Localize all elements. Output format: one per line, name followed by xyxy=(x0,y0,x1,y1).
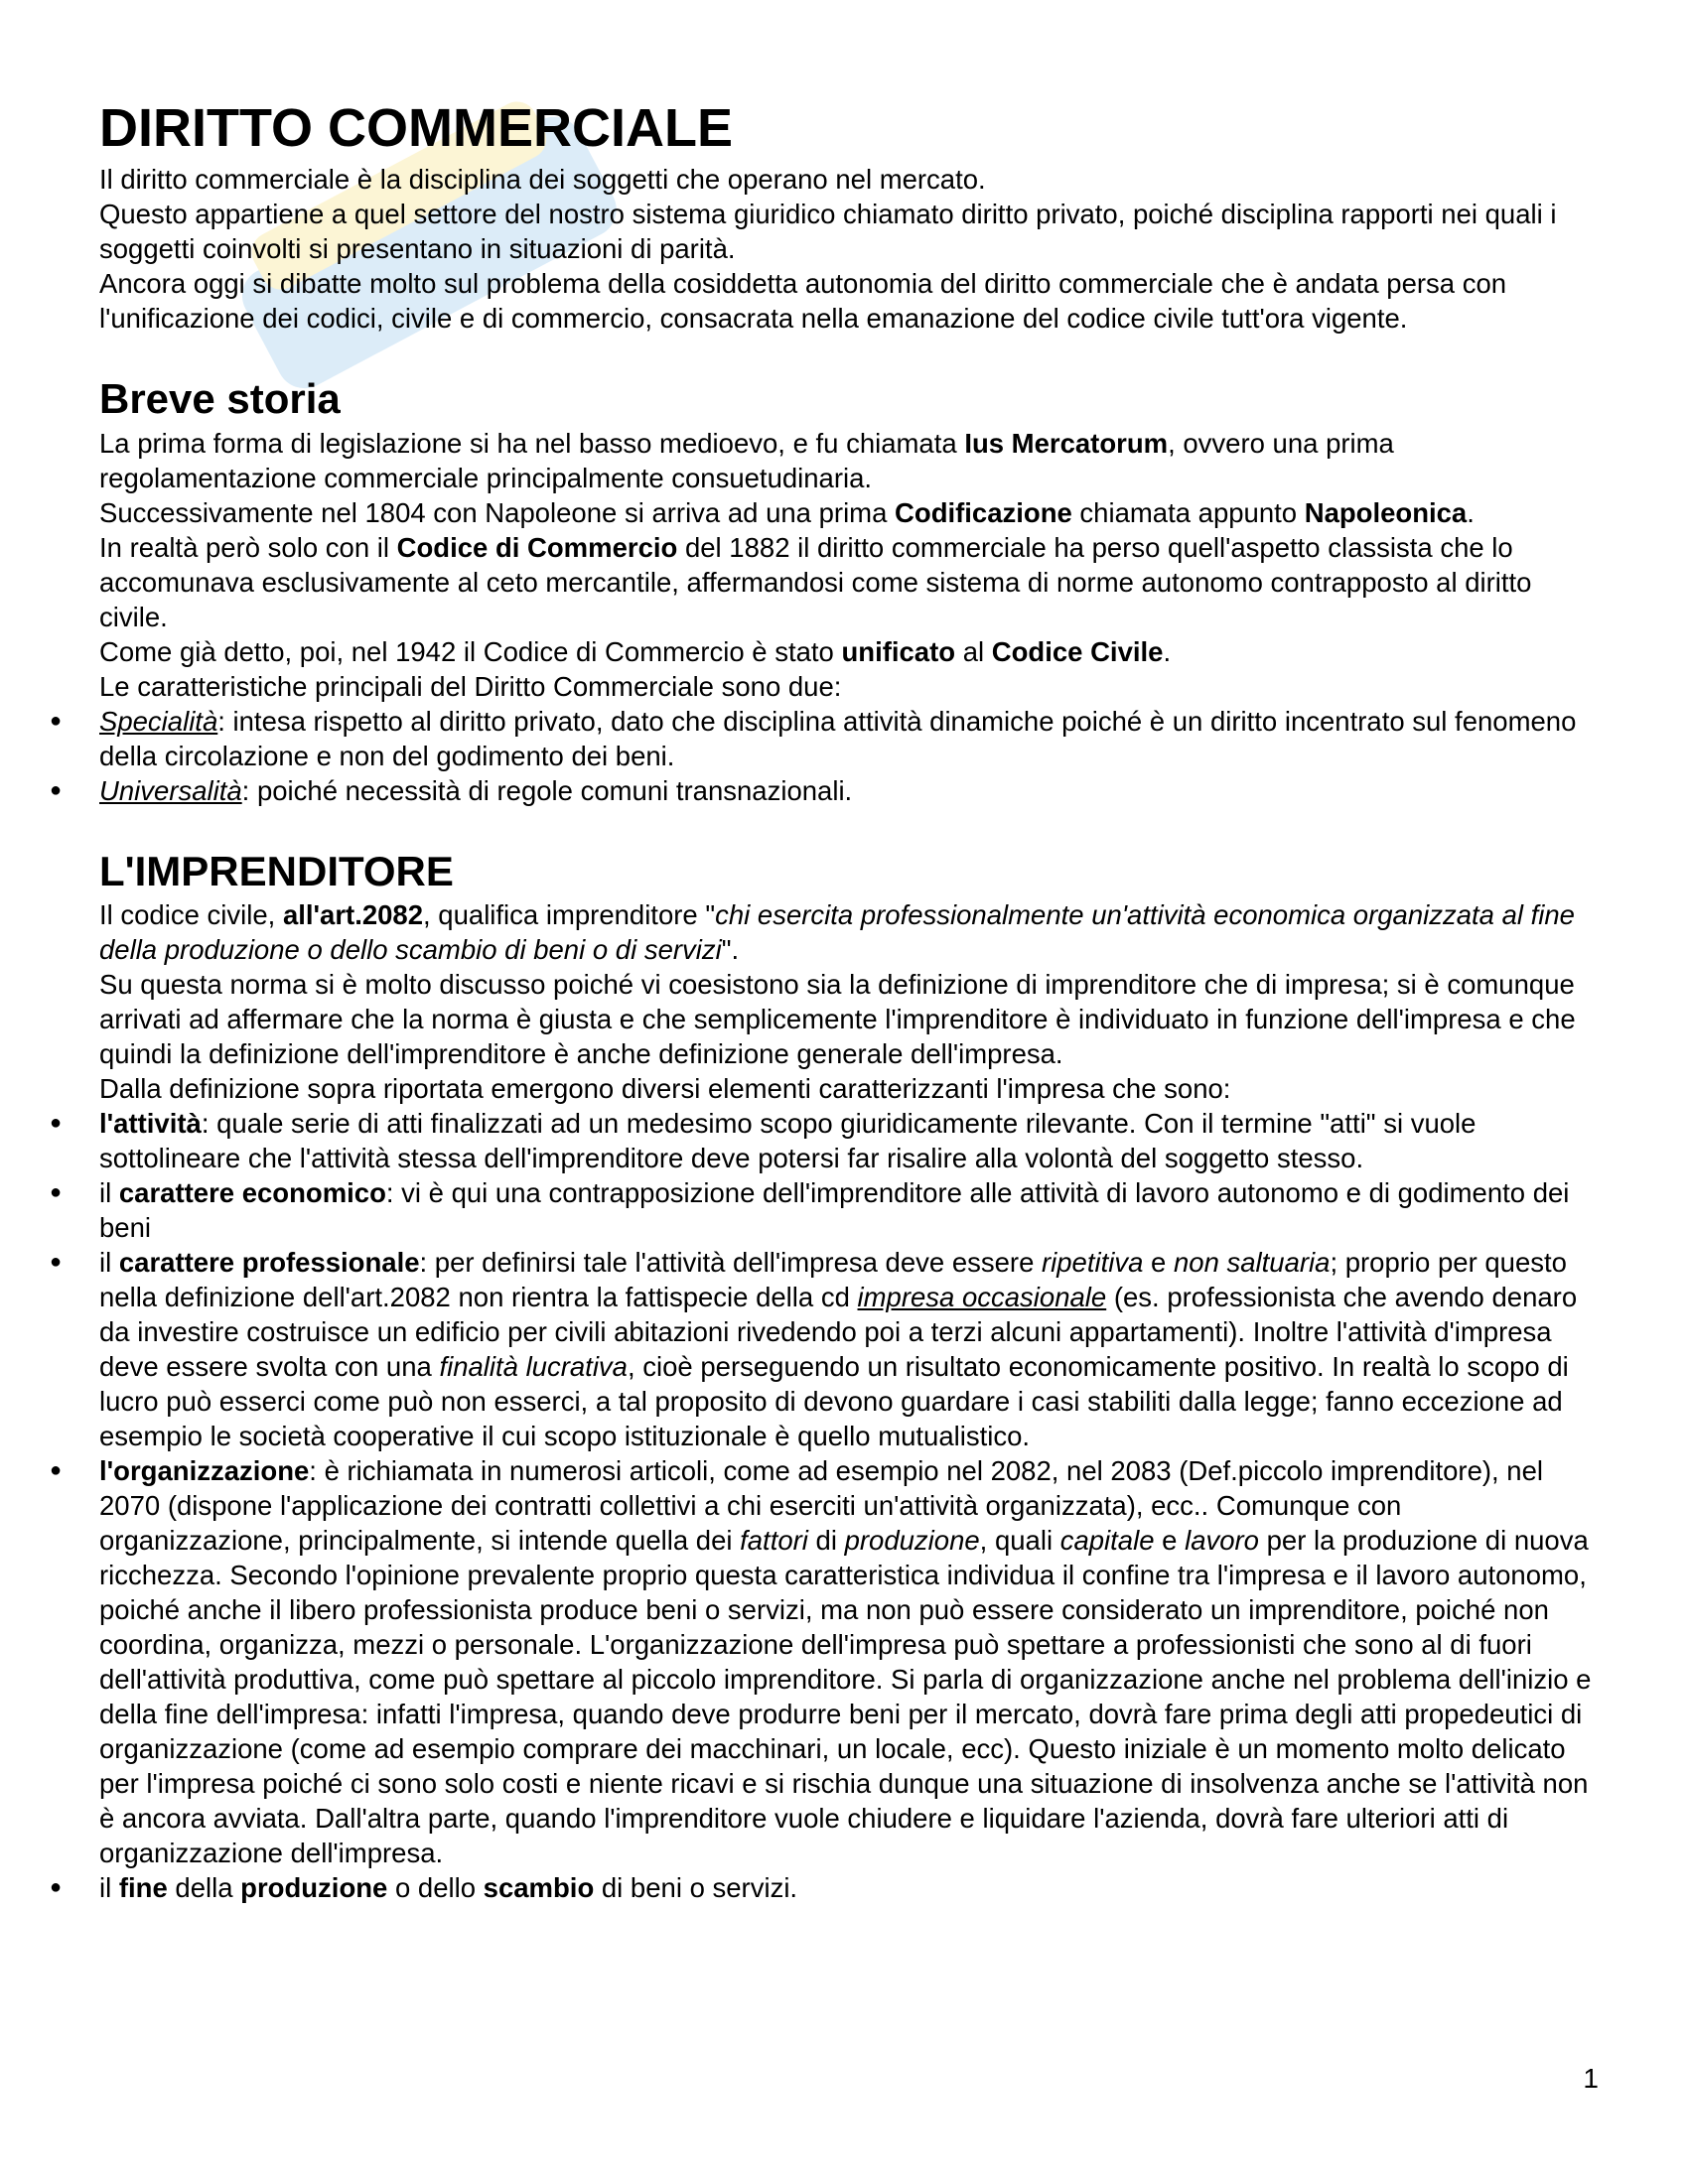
imprenditore-paragraph-1: Il codice civile, all'art.2082, qualifica imprenditore "chi esercita professionalmente un'attività economica organizzata al fine della produzione o dello scambio di beni o di servizi". xyxy=(99,898,1575,965)
intro-paragraph: Ancora oggi si dibatte molto sul problema della cosiddetta autonomia del diritto commerciale che è andata persa con l'unificazione dei codici, civile e di commercio, consacrata nella emanazione del codice civile tutt'ora vigente. xyxy=(99,268,1507,335)
storia-list xyxy=(99,704,1599,808)
list-item: ● l'organizzazione: è richiamata in numerosi articoli, come ad esempio nel 2082, nel 2083 (Def.piccolo imprenditore), nel 2070 (dispone l'applicazione dei contratti collettivi a chi eserciti un'attività organizzata), ecc.. Comunque con organizzazione, principalmente, si intende quella dei fattori di produzione, quali capitale e lavoro per la produzione di nuova ricchezza. Secondo l'opinione prevalente proprio questa caratteristica individua il confine tra l'impresa e il lavoro autonomo, poiché anche il libero professionista produce beni o servizi, ma non può essere considerato un imprenditore, poiché non coordina, organizza, mezzi o personale. L'organizzazione dell'impresa può spettare a professionisti che sono al di fuori dell'attività produttiva, come può spettare al piccolo imprenditore. Si parla di organizzazione anche nel problema dell'inizio e della fine dell'impresa: infatti l'impresa, quando deve produrre beni per il mercato, dovrà fare prima degli atti propedeutici di organizzazione (come ad esempio comprare dei macchinari, un locale, ecc). Questo iniziale è un momento molto delicato per l'impresa poiché ci sono solo costi e niente ricavi e si rischia dunque una situazione di insolvenza anche se l'attività non è ancora avviata. Dall'altra parte, quando l'imprenditore vuole chiudere e liquidare l'azienda, dovrà fare ulteriori atti di organizzazione dell'impresa. xyxy=(99,1453,1599,1870)
storia-paragraph-5: Le caratteristiche principali del Diritto Commerciale sono due: xyxy=(99,670,842,702)
storia-paragraph-3: In realtà però solo con il Codice di Commercio del 1882 il diritto commerciale ha perso quell'aspetto classista che lo accomunava esclusivamente al ceto mercantile, affermandosi come sistema di norme autonomo contrapposto al diritto civile. xyxy=(99,531,1532,632)
intro-paragraph: Questo appartiene a quel settore del nostro sistema giuridico chiamato diritto privato, poiché disciplina rapporti nei quali i soggetti coinvolti si presentano in situazioni di parità. xyxy=(99,199,1557,265)
imprenditore-list xyxy=(99,1106,1599,1905)
list-item: ● l'attività: quale serie di atti finalizzati ad un medesimo scopo giuridicamente rilevante. Con il termine "atti" si vuole sottolineare che l'attività stessa dell'imprenditore deve potersi far risalire alla volontà del soggetto stesso. xyxy=(99,1106,1599,1175)
section-heading-imprenditore: L'IMPRENDITORE xyxy=(99,847,454,894)
page-number: 1 xyxy=(1583,2063,1599,2094)
document-title: DIRITTO COMMERCIALE xyxy=(99,98,733,158)
storia-paragraph-2: Successivamente nel 1804 con Napoleone si arriva ad una prima Codificazione chiamata appunto Napoleonica. xyxy=(99,496,1475,528)
list-item: ● Specialità: intesa rispetto al diritto privato, dato che disciplina attività dinamiche poiché è un diritto incentrato sul fenomeno della circolazione e non del godimento dei beni. xyxy=(99,704,1599,773)
storia-paragraph-1: La prima forma di legislazione si ha nel basso medioevo, e fu chiamata Ius Mercatorum, ovvero una prima regolamentazione commerciale principalmente consuetudinaria. xyxy=(99,427,1394,493)
list-item: ● il carattere economico: vi è qui una contrapposizione dell'imprenditore alle attività di lavoro autonomo e di godimento dei beni xyxy=(99,1175,1599,1245)
imprenditore-paragraph-3: Dalla definizione sopra riportata emergono diversi elementi caratterizzanti l'impresa che sono: xyxy=(99,1072,1231,1104)
imprenditore-paragraph-2: Su questa norma si è molto discusso poiché vi coesistono sia la definizione di imprenditore che di impresa; si è comunque arrivati ad affermare che la norma è giusta e che semplicemente l'imprenditore è individuato in funzione dell'impresa e che quindi la definizione dell'imprenditore è anche definizione generale dell'impresa. xyxy=(99,968,1576,1069)
list-item: ● Universalità: poiché necessità di regole comuni transnazionali. xyxy=(99,773,1599,808)
section-heading-breve-storia: Breve storia xyxy=(99,375,341,423)
storia-paragraph-4: Come già detto, poi, nel 1942 il Codice di Commercio è stato unificato al Codice Civile. xyxy=(99,635,1172,667)
intro-paragraph: Il diritto commerciale è la disciplina dei soggetti che operano nel mercato. xyxy=(99,164,986,196)
list-item: ● il carattere professionale: per definirsi tale l'attività dell'impresa deve essere ripetitiva e non saltuaria; proprio per questo nella definizione dell'art.2082 non rientra la fattispecie della cd impresa occasionale (es. professionista che avendo denaro da investire costruisce un edificio per civili abitazioni rivedendo poi a terzi alcuni appartamenti). Inoltre l'attività d'impresa deve essere svolta con una finalità lucrativa, cioè perseguendo un risultato economicamente positivo. In realtà lo scopo di lucro può esserci come può non esserci, a tal proposito di devono guardare i casi stabiliti dalla legge; fanno eccezione ad esempio le società cooperative il cui scopo istituzionale è quello mutualistico. xyxy=(99,1245,1599,1453)
document-page xyxy=(99,99,1599,1905)
list-item: ● il fine della produzione o dello scambio di beni o servizi. xyxy=(99,1870,1599,1905)
